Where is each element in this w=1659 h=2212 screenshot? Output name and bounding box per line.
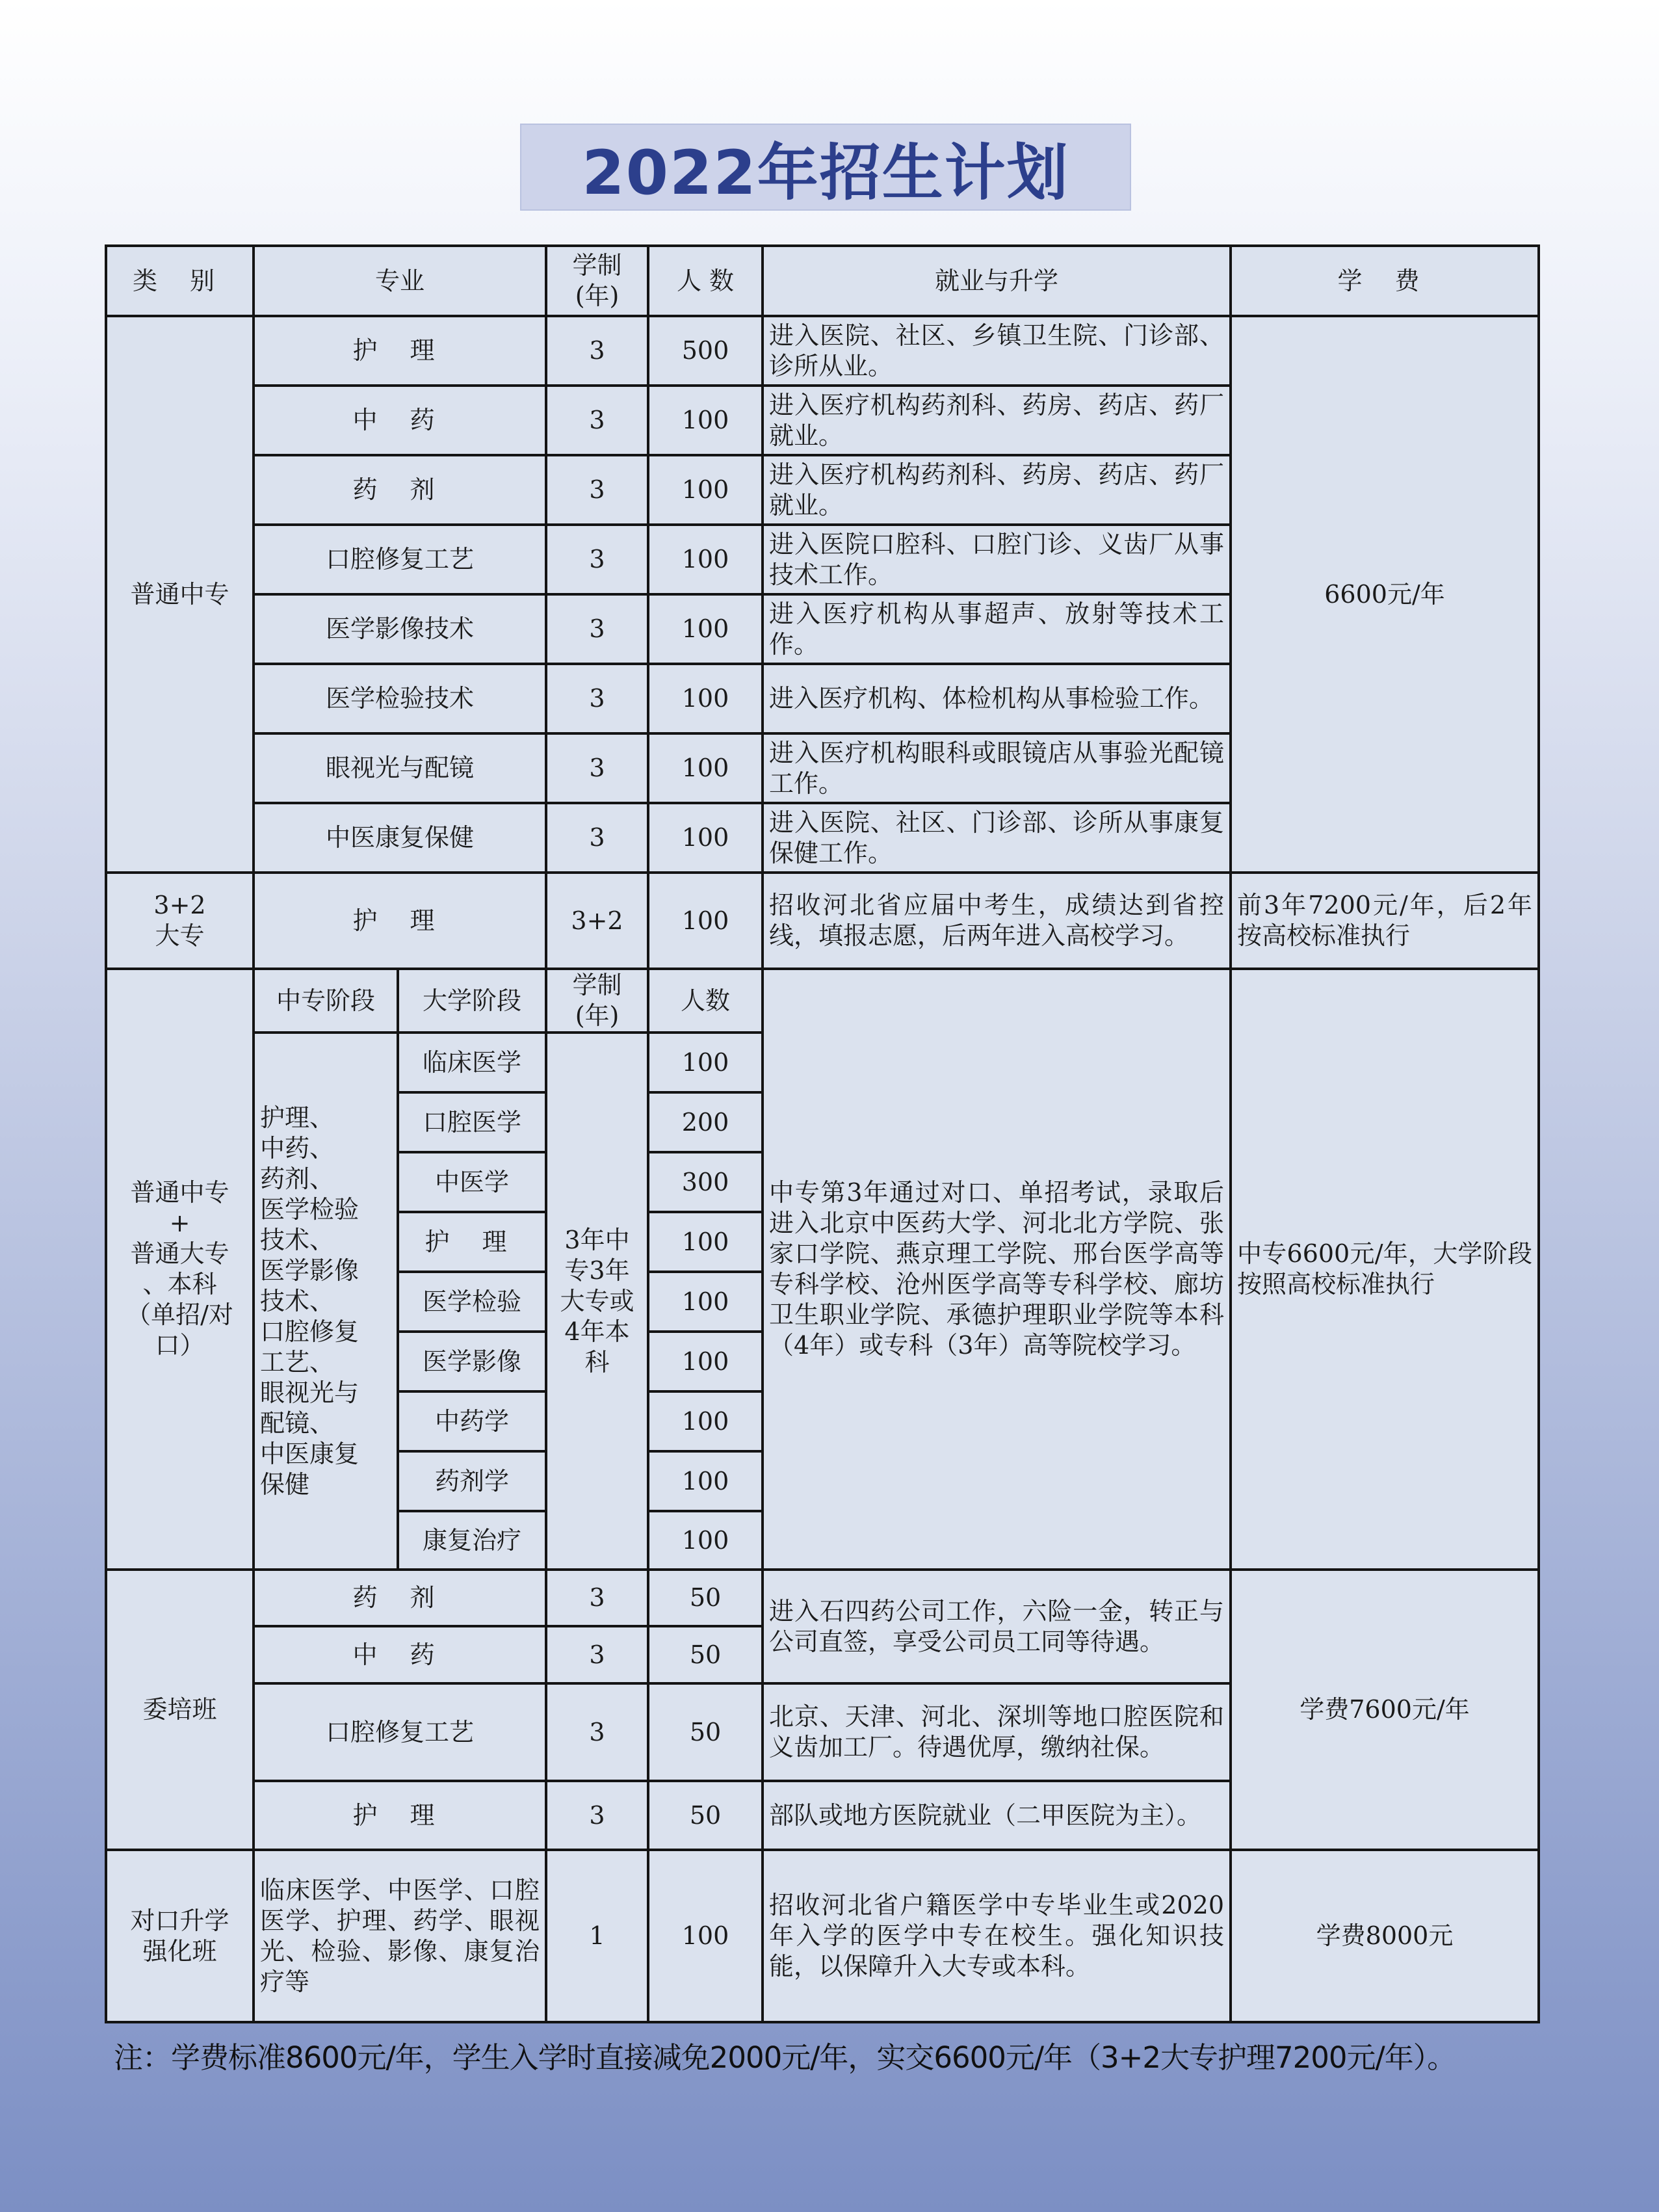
table-row bbox=[106, 316, 1539, 386]
career-cell: 进入医疗机构眼科或眼镜店从事验光配镜工作。 bbox=[763, 733, 1231, 803]
career-cell: 中专第3年通过对口、单招考试，录取后进入北京中医药大学、河北北方学院、张家口学院、燕京理工学院、邢台医学高等专科学校、沧州医学高等专科学校、廊坊卫生职业学院、承德护理职业学院等本科（4年）或专科（3年）高等院校学习。 bbox=[763, 969, 1231, 1570]
years-cell: 3年中 专3年 大专或 4年本 科 bbox=[546, 1033, 648, 1570]
career-cell: 北京、天津、河北、深圳等地口腔医院和义齿加工厂。待遇优厚，缴纳社保。 bbox=[763, 1683, 1231, 1781]
years-cell: 3 bbox=[546, 733, 648, 803]
category-cell: 3+2 大专 bbox=[106, 873, 254, 969]
years-cell: 3 bbox=[546, 664, 648, 733]
count-cell: 100 bbox=[648, 873, 763, 969]
major-cell: 中药学 bbox=[398, 1391, 546, 1451]
fee-cell: 前3年7200元/年，后2年按高校标准执行 bbox=[1231, 873, 1539, 969]
count-cell: 50 bbox=[648, 1781, 763, 1850]
years-cell: 3 bbox=[546, 455, 648, 525]
major-cell: 医学检验 bbox=[398, 1272, 546, 1332]
header-fee: 学 费 bbox=[1231, 246, 1539, 316]
header-category: 类 别 bbox=[106, 246, 254, 316]
page-title: 2022年招生计划 bbox=[582, 137, 1069, 209]
major-cell: 护 理 bbox=[254, 1781, 546, 1850]
count-cell: 200 bbox=[648, 1092, 763, 1152]
career-cell: 进入医疗机构、体检机构从事检验工作。 bbox=[763, 664, 1231, 733]
career-cell: 进入医疗机构从事超声、放射等技术工作。 bbox=[763, 594, 1231, 664]
years-cell: 3 bbox=[546, 1626, 648, 1683]
count-cell: 50 bbox=[648, 1626, 763, 1683]
career-cell: 招收河北省应届中考生，成绩达到省控线，填报志愿，后两年进入高校学习。 bbox=[763, 873, 1231, 969]
years-cell: 3 bbox=[546, 1570, 648, 1626]
sub-header-stage1: 中专阶段 bbox=[254, 969, 398, 1033]
career-cell: 进入医疗机构药剂科、药房、药店、药厂就业。 bbox=[763, 386, 1231, 455]
years-cell: 3+2 bbox=[546, 873, 648, 969]
fee-cell: 学费7600元/年 bbox=[1231, 1570, 1539, 1850]
major-cell: 康复治疗 bbox=[398, 1511, 546, 1570]
count-cell: 300 bbox=[648, 1152, 763, 1212]
career-cell: 进入医院、社区、乡镇卫生院、门诊部、诊所从业。 bbox=[763, 316, 1231, 386]
major-cell: 临床医学、中医学、口腔医学、护理、药学、眼视光、检验、影像、康复治疗等 bbox=[254, 1850, 546, 2022]
major-cell: 护 理 bbox=[254, 316, 546, 386]
fee-cell: 6600元/年 bbox=[1231, 316, 1539, 873]
major-cell: 口腔医学 bbox=[398, 1092, 546, 1152]
category-cell: 对口升学 强化班 bbox=[106, 1850, 254, 2022]
header-count: 人 数 bbox=[648, 246, 763, 316]
major-cell: 护 理 bbox=[398, 1212, 546, 1272]
major-cell: 中 药 bbox=[254, 1626, 546, 1683]
title-banner bbox=[520, 124, 1131, 211]
category-cell: 委培班 bbox=[106, 1570, 254, 1850]
career-cell: 部队或地方医院就业（二甲医院为主）。 bbox=[763, 1781, 1231, 1850]
count-cell: 100 bbox=[648, 803, 763, 873]
sub-header-stage2: 大学阶段 bbox=[398, 969, 546, 1033]
major-cell: 中医康复保健 bbox=[254, 803, 546, 873]
count-cell: 100 bbox=[648, 1451, 763, 1511]
years-cell: 3 bbox=[546, 803, 648, 873]
major-cell: 医学影像 bbox=[398, 1332, 546, 1391]
major-cell: 中医学 bbox=[398, 1152, 546, 1212]
years-cell: 3 bbox=[546, 594, 648, 664]
header-career: 就业与升学 bbox=[763, 246, 1231, 316]
count-cell: 100 bbox=[648, 1850, 763, 2022]
years-cell: 3 bbox=[546, 386, 648, 455]
sub-header-count: 人数 bbox=[648, 969, 763, 1033]
count-cell: 100 bbox=[648, 1332, 763, 1391]
years-cell: 3 bbox=[546, 1781, 648, 1850]
major-cell: 医学检验技术 bbox=[254, 664, 546, 733]
years-cell: 3 bbox=[546, 525, 648, 594]
major-cell: 中 药 bbox=[254, 386, 546, 455]
count-cell: 100 bbox=[648, 664, 763, 733]
career-cell: 招收河北省户籍医学中专毕业生或2020年入学的医学中专在校生。强化知识技能，以保障升入大专或本科。 bbox=[763, 1850, 1231, 2022]
major-cell: 护 理 bbox=[254, 873, 546, 969]
fee-cell: 中专6600元/年，大学阶段按照高校标准执行 bbox=[1231, 969, 1539, 1570]
major-cell: 口腔修复工艺 bbox=[254, 1683, 546, 1781]
major-cell: 口腔修复工艺 bbox=[254, 525, 546, 594]
major-cell: 医学影像技术 bbox=[254, 594, 546, 664]
sub-header-row bbox=[106, 969, 1539, 1033]
count-cell: 100 bbox=[648, 1272, 763, 1332]
stage1-majors-cell: 护理、 中药、 药剂、 医学检验 技术、 医学影像 技术、 口腔修复 工艺、 眼视光与 配镜、 中医康复 保健 bbox=[254, 1033, 398, 1570]
career-cell: 进入医疗机构药剂科、药房、药店、药厂就业。 bbox=[763, 455, 1231, 525]
fee-cell: 学费8000元 bbox=[1231, 1850, 1539, 2022]
enrollment-plan-table bbox=[105, 244, 1540, 2023]
count-cell: 100 bbox=[648, 455, 763, 525]
category-cell: 普通中专 + 普通大专 、本科 （单招/对 口） bbox=[106, 969, 254, 1570]
major-cell: 药剂学 bbox=[398, 1451, 546, 1511]
table-row bbox=[106, 1850, 1539, 2022]
count-cell: 100 bbox=[648, 1511, 763, 1570]
count-cell: 100 bbox=[648, 1212, 763, 1272]
count-cell: 100 bbox=[648, 1391, 763, 1451]
table-header-row bbox=[106, 246, 1539, 316]
count-cell: 500 bbox=[648, 316, 763, 386]
count-cell: 50 bbox=[648, 1570, 763, 1626]
years-cell: 3 bbox=[546, 1683, 648, 1781]
header-years: 学制 (年) bbox=[546, 246, 648, 316]
years-cell: 1 bbox=[546, 1850, 648, 2022]
sub-header-years: 学制 (年) bbox=[546, 969, 648, 1033]
header-major: 专业 bbox=[254, 246, 546, 316]
count-cell: 100 bbox=[648, 594, 763, 664]
count-cell: 100 bbox=[648, 386, 763, 455]
footnote: 注：学费标准8600元/年，学生入学时直接减免2000元/年，实交6600元/年（3+2大专护理7200元/年）。 bbox=[114, 2040, 1456, 2075]
count-cell: 50 bbox=[648, 1683, 763, 1781]
major-cell: 临床医学 bbox=[398, 1033, 546, 1092]
major-cell: 药 剂 bbox=[254, 1570, 546, 1626]
count-cell: 100 bbox=[648, 525, 763, 594]
count-cell: 100 bbox=[648, 1033, 763, 1092]
career-cell: 进入医院口腔科、口腔门诊、义齿厂从事技术工作。 bbox=[763, 525, 1231, 594]
major-cell: 药 剂 bbox=[254, 455, 546, 525]
career-cell: 进入石四药公司工作，六险一金，转正与公司直签，享受公司员工同等待遇。 bbox=[763, 1570, 1231, 1683]
count-cell: 100 bbox=[648, 733, 763, 803]
table-row bbox=[106, 1570, 1539, 1626]
category-cell: 普通中专 bbox=[106, 316, 254, 873]
table-row bbox=[106, 873, 1539, 969]
major-cell: 眼视光与配镜 bbox=[254, 733, 546, 803]
career-cell: 进入医院、社区、门诊部、诊所从事康复保健工作。 bbox=[763, 803, 1231, 873]
years-cell: 3 bbox=[546, 316, 648, 386]
